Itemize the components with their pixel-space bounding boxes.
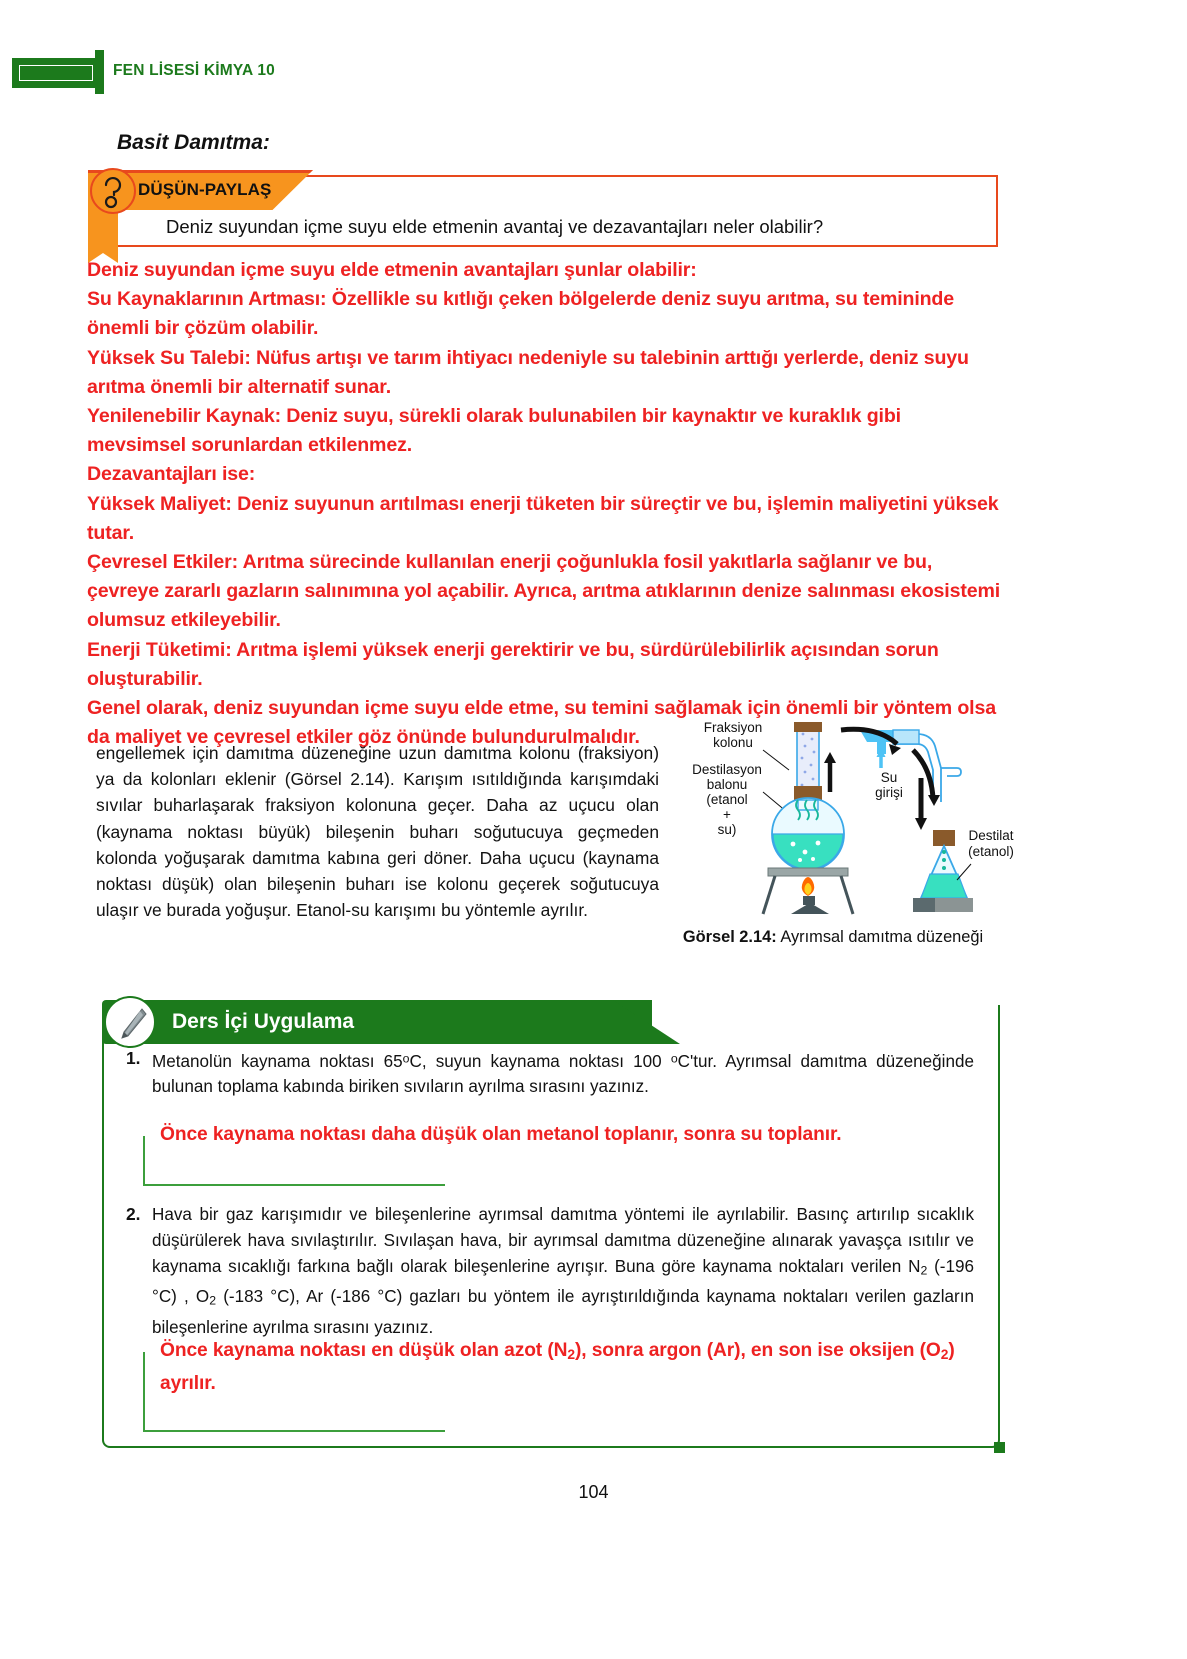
think-share-label: DÜŞÜN-PAYLAŞ: [138, 180, 272, 199]
figure-fractional-distillation: [655, 722, 1015, 917]
body-paragraph: engellemek için damıtma düzeneğine uzun damıtma kolonu (fraksiyon) ya da kolonları eklenir (Görsel 2.14). Karışım ısıtıldığında karışımdaki sıvılar buharlaşarak fraksiyon kolonuna geçer. Daha az uçucu olan (kaynama noktası büyük) bileşenin buharı soğutucuya geçmeden kolonda yoğuşarak damıtma kabına geri döner. Daha uçucu (kaynama noktası düşük) olan bileşenin buharı ise kolonu geçerek soğutucuya ulaşır ve burada yoğuşur. Etanol-su karışımı bu yöntemle ayrılır.: [96, 743, 659, 921]
think-share-question: Deniz suyundan içme suyu elde etmenin avantaj ve dezavantajları neler olabilir?: [166, 216, 824, 237]
header-decoration-bar: [12, 58, 100, 88]
figure-caption-text: Ayrımsal damıtma düzeneği: [776, 928, 984, 946]
lesson-activity-title: Ders İçi Uygulama: [172, 1010, 355, 1033]
header-decoration-tab: [95, 50, 104, 94]
svg-text:(etanol): (etanol): [968, 844, 1014, 859]
header-decoration-inner: [19, 65, 93, 81]
figure-caption-label: Görsel 2.14:: [682, 928, 777, 946]
question-2-number: 2.: [126, 1204, 141, 1224]
answer-2: Önce kaynama noktası en düşük olan azot $(N_2)$, sonra argon (Ar), en son ise oksijen $(O_2)$ ayrılır.: [160, 1340, 955, 1395]
svg-text:su): su): [717, 822, 737, 837]
question-1-text: Metanolün kaynama noktası 65$^o$C, suyun kaynama noktası 100 $^o$C'tur. Ayrımsal damıtma düzeneğinde bulunan toplama kabında biriken sıvıların ayrılma sırasını yazınız.: [152, 1051, 974, 1097]
label-destilat: Destilat: [968, 828, 1014, 843]
student-answer-line: Su Kaynaklarının Artması: Özellikle su kıtlığı çeken bölgelerde deniz suyu arıtma, su temininde önemli bir çözüm olabilir.: [87, 288, 955, 340]
student-answer-line: Yüksek Maliyet: Deniz suyunun arıtılması enerji tüketen bir süreçtir ve bu, işlemin maliyetini yüksek tutar.: [87, 492, 999, 544]
page-title: Basit Damıtma:: [117, 131, 270, 154]
question-1: [126, 1046, 974, 1100]
student-answer-line: Çevresel Etkiler: Arıtma sürecinde kullanılan enerji çoğunlukla fosil yakıtlarla sağlanır ve bu, çevreye zararlı gazların salınımına yol açabilir. Ayrıca, arıtma atıklarının denize salınması ekosistemi olumsuz etkileyebilir.: [87, 551, 1001, 632]
student-answer-line: Genel olarak, deniz suyundan içme suyu elde etme, su temini sağlamak için önemli bir yöntem olsa da maliyet ve çevresel etkiler göz önünde bulundurulmalıdır.: [87, 697, 996, 749]
figure-caption: [648, 928, 1018, 947]
question-2: [126, 1202, 974, 1340]
svg-text:girişi: girişi: [875, 785, 903, 800]
label-fraksiyon-kolonu: Fraksiyon: [703, 722, 763, 735]
distillation-apparatus-diagram: [655, 722, 1015, 917]
student-answer-block: [87, 256, 1002, 752]
question-mark-icon: [90, 168, 136, 214]
pencil-icon: [104, 996, 156, 1048]
student-answer-line: Yüksek Su Talebi: Nüfus artışı ve tarım ihtiyacı nedeniyle su talebinin arttığı yerlerde, deniz suyu arıtma önemli bir alternatif sunar.: [87, 346, 969, 398]
question-1-number: 1.: [126, 1048, 141, 1068]
svg-text:kolonu: kolonu: [713, 735, 753, 750]
question-2-text: Hava bir gaz karışımıdır ve bileşenlerine ayrımsal damıtma yöntemi ile ayrılabilir. Basınç artırılıp sıcaklık düşürülerek hava sıvılaştırılır. Sıvılaşan hava, bir ayrımsal damıtma düzeneğine alınarak yavaşça ısıtılır ve kaynama sıcaklığı farkına bağlı olarak bileşenlerine ayrışır. Buna göre kaynama noktaları verilen $N_2$ (-196 °C) , $O_2$ (-183 °C), Ar (-186 °C) gazları bu yöntem ile ayrıştırıldığında kaynama noktaları verilen gazların bileşenlerine ayrılma sırasını yazınız.: [152, 1205, 974, 1337]
running-header-title: FEN LİSESİ KİMYA 10: [113, 62, 276, 79]
page-number: 104: [578, 1482, 609, 1502]
student-answer-line: Enerji Tüketimi: Arıtma işlemi yüksek enerji gerektirir ve bu, sürdürülebilirlik açısından sorun oluşturabilir.: [87, 638, 939, 690]
svg-text:(etanol: (etanol: [706, 792, 748, 807]
student-answer-line: Yenilenebilir Kaynak: Deniz suyu, sürekli olarak bulunabilen bir kaynaktır ve kuraklık gibi mevsimsel sorunlardan etkilenmez.: [87, 405, 901, 457]
pencil-glyph: [116, 1007, 148, 1041]
label-su-girisi: Su: [880, 770, 898, 785]
label-destilasyon-balonu: Destilasyon: [692, 762, 762, 777]
svg-text:+: +: [723, 807, 731, 822]
student-answer-line: Dezavantajları ise:: [87, 463, 256, 486]
svg-text:balonu: balonu: [706, 777, 748, 792]
student-answer-line: Deniz suyundan içme suyu elde etmenin avantajları şunlar olabilir:: [87, 259, 697, 281]
question-mark-glyph: [100, 175, 128, 209]
answer-1: Önce kaynama noktası daha düşük olan metanol toplanır, sonra su toplanır.: [160, 1124, 842, 1145]
